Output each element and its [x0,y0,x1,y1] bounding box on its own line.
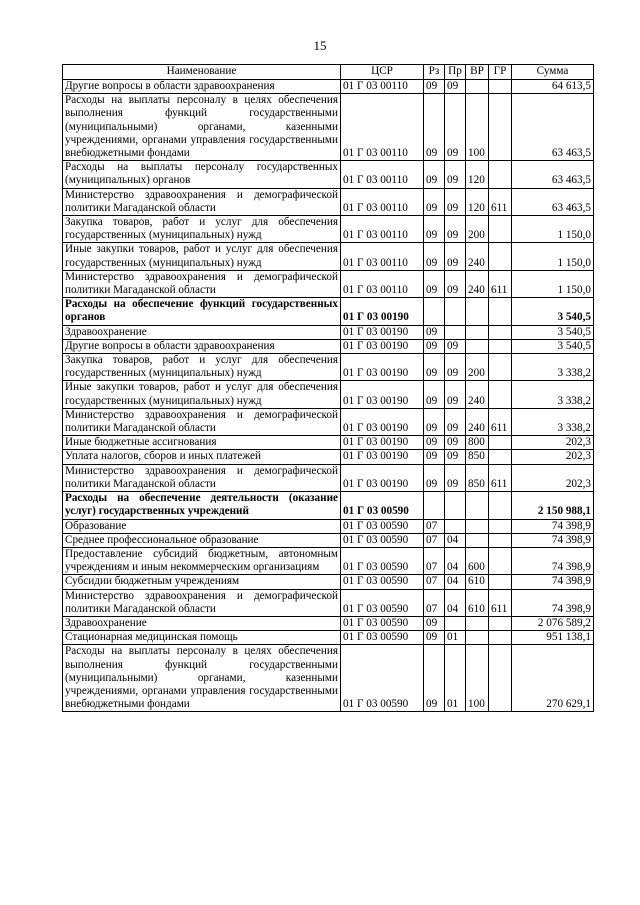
cell-rz: 09 [424,188,445,215]
cell-gr [489,450,512,464]
cell-vr [466,533,489,547]
cell-gr: 611 [489,589,512,616]
cell-pr: 01 [445,631,466,645]
table-row [63,533,594,547]
cell-gr [489,381,512,408]
cell-csr: 01 Г 03 00190 [341,436,424,450]
cell-sum: 202,3 [512,450,594,464]
cell-pr: 04 [445,533,466,547]
cell-rz: 09 [424,436,445,450]
table-row [63,436,594,450]
cell-sum: 74 398,9 [512,533,594,547]
cell-csr: 01 Г 03 00110 [341,94,424,161]
cell-vr: 850 [466,464,489,491]
cell-vr: 100 [466,94,489,161]
cell-rz: 09 [424,450,445,464]
cell-vr: 200 [466,216,489,243]
cell-sum: 3 540,5 [512,339,594,353]
cell-gr [489,547,512,574]
table-row [63,616,594,630]
header-rz: Рз [424,65,445,80]
cell-vr: 240 [466,408,489,435]
header-vr: ВР [466,65,489,80]
cell-rz: 07 [424,547,445,574]
cell-sum: 202,3 [512,464,594,491]
cell-name: Министерство здравоохранения и демографической политики Магаданской области [63,464,341,491]
cell-sum: 63 463,5 [512,188,594,215]
cell-rz: 09 [424,645,445,712]
cell-name: Другие вопросы в области здравоохранения [63,339,341,353]
cell-sum: 1 150,0 [512,216,594,243]
cell-csr: 01 Г 03 00110 [341,161,424,188]
cell-csr: 01 Г 03 00110 [341,188,424,215]
cell-rz: 09 [424,161,445,188]
table-row [63,270,594,297]
cell-vr [466,325,489,339]
cell-rz: 09 [424,381,445,408]
table-body [63,80,594,712]
cell-gr: 611 [489,188,512,215]
cell-csr: 01 Г 03 00110 [341,80,424,94]
cell-gr [489,354,512,381]
cell-gr [489,161,512,188]
cell-csr: 01 Г 03 00590 [341,589,424,616]
cell-name: Здравоохранение [63,325,341,339]
cell-pr [445,325,466,339]
cell-vr [466,339,489,353]
table-row [63,381,594,408]
cell-vr: 120 [466,188,489,215]
cell-sum: 1 150,0 [512,243,594,270]
table-row [63,575,594,589]
cell-sum: 1 150,0 [512,270,594,297]
cell-name: Уплата налогов, сборов и иных платежей [63,450,341,464]
cell-vr: 240 [466,381,489,408]
cell-name: Предоставление субсидий бюджетным, автономным учреждениям и иным некоммерческим организациям [63,547,341,574]
cell-vr: 610 [466,575,489,589]
table-row [63,519,594,533]
table-row [63,188,594,215]
cell-pr: 04 [445,589,466,616]
cell-rz: 09 [424,354,445,381]
cell-csr: 01 Г 03 00190 [341,464,424,491]
cell-sum: 74 398,9 [512,547,594,574]
cell-name: Субсидии бюджетным учреждениям [63,575,341,589]
cell-vr [466,298,489,325]
cell-sum: 3 540,5 [512,325,594,339]
table-row [63,80,594,94]
cell-csr: 01 Г 03 00590 [341,616,424,630]
cell-csr: 01 Г 03 00110 [341,243,424,270]
cell-sum: 3 338,2 [512,354,594,381]
cell-rz [424,298,445,325]
table-row [63,645,594,712]
cell-name: Закупка товаров, работ и услуг для обеспечения государственных (муниципальных) нужд [63,216,341,243]
cell-rz: 09 [424,94,445,161]
cell-sum: 202,3 [512,436,594,450]
cell-pr: 09 [445,354,466,381]
cell-sum: 74 398,9 [512,589,594,616]
cell-rz: 09 [424,325,445,339]
cell-sum: 270 629,1 [512,645,594,712]
cell-pr: 09 [445,188,466,215]
cell-pr [445,492,466,519]
cell-csr: 01 Г 03 00590 [341,575,424,589]
table-row [63,589,594,616]
table-row [63,161,594,188]
cell-sum: 2 076 589,2 [512,616,594,630]
cell-sum: 3 338,2 [512,381,594,408]
cell-pr: 01 [445,645,466,712]
cell-name: Иные закупки товаров, работ и услуг для обеспечения государственных (муниципальных) нужд [63,243,341,270]
cell-name: Иные бюджетные ассигнования [63,436,341,450]
cell-rz: 07 [424,575,445,589]
cell-gr [489,325,512,339]
cell-rz: 09 [424,616,445,630]
cell-sum: 951 138,1 [512,631,594,645]
cell-csr: 01 Г 03 00590 [341,631,424,645]
cell-gr: 611 [489,464,512,491]
cell-pr: 09 [445,270,466,297]
cell-sum: 64 613,5 [512,80,594,94]
cell-name: Министерство здравоохранения и демографической политики Магаданской области [63,270,341,297]
header-gr: ГР [489,65,512,80]
cell-vr: 600 [466,547,489,574]
cell-pr: 09 [445,339,466,353]
cell-gr [489,216,512,243]
cell-rz: 09 [424,631,445,645]
cell-name: Министерство здравоохранения и демографической политики Магаданской области [63,188,341,215]
cell-csr: 01 Г 03 00590 [341,492,424,519]
table-row [63,325,594,339]
cell-rz: 09 [424,270,445,297]
cell-vr: 100 [466,645,489,712]
cell-rz: 09 [424,243,445,270]
cell-sum: 63 463,5 [512,94,594,161]
cell-pr: 09 [445,94,466,161]
cell-name: Министерство здравоохранения и демографической политики Магаданской области [63,589,341,616]
cell-rz: 09 [424,339,445,353]
cell-name: Расходы на обеспечение деятельности (оказание услуг) государственных учреждений [63,492,341,519]
cell-gr [489,436,512,450]
cell-gr [489,339,512,353]
cell-sum: 74 398,9 [512,575,594,589]
cell-csr: 01 Г 03 00110 [341,216,424,243]
table-row [63,243,594,270]
cell-vr: 240 [466,270,489,297]
table-row [63,492,594,519]
table-header [63,65,594,80]
cell-name: Расходы на выплаты персоналу в целях обеспечения выполнения функций государственными (муниципальными) органами, казенными учреждениями, органами управления государственными внебюджетными фондами [63,645,341,712]
cell-name: Другие вопросы в области здравоохранения [63,80,341,94]
cell-gr: 611 [489,408,512,435]
cell-csr: 01 Г 03 00590 [341,533,424,547]
cell-csr: 01 Г 03 00190 [341,354,424,381]
cell-gr [489,492,512,519]
header-sum: Сумма [512,65,594,80]
cell-name: Расходы на выплаты персоналу в целях обеспечения выполнения функций государственными (муниципальными) органами, казенными учреждениями, органами управления государственными внебюджетными фондами [63,94,341,161]
cell-rz: 09 [424,80,445,94]
cell-rz: 07 [424,519,445,533]
cell-vr: 850 [466,450,489,464]
cell-csr: 01 Г 03 00110 [341,270,424,297]
cell-vr [466,492,489,519]
cell-sum: 3 338,2 [512,408,594,435]
header-pr: Пр [445,65,466,80]
cell-vr [466,80,489,94]
cell-name: Здравоохранение [63,616,341,630]
cell-csr: 01 Г 03 00190 [341,408,424,435]
cell-vr [466,631,489,645]
cell-sum: 74 398,9 [512,519,594,533]
table-row [63,547,594,574]
cell-name: Иные закупки товаров, работ и услуг для обеспечения государственных (муниципальных) нужд [63,381,341,408]
cell-vr [466,519,489,533]
table-row [63,354,594,381]
cell-sum: 63 463,5 [512,161,594,188]
cell-csr: 01 Г 03 00190 [341,325,424,339]
cell-vr: 200 [466,354,489,381]
cell-gr: 611 [489,270,512,297]
cell-gr [489,533,512,547]
cell-rz [424,492,445,519]
cell-csr: 01 Г 03 00590 [341,519,424,533]
cell-pr: 09 [445,408,466,435]
table-row [63,298,594,325]
cell-csr: 01 Г 03 00190 [341,450,424,464]
cell-gr [489,616,512,630]
cell-rz: 07 [424,533,445,547]
cell-pr: 09 [445,243,466,270]
table-row [63,631,594,645]
cell-gr [489,631,512,645]
cell-name: Стационарная медицинская помощь [63,631,341,645]
table-row [63,216,594,243]
cell-gr [489,80,512,94]
cell-sum: 3 540,5 [512,298,594,325]
cell-vr: 800 [466,436,489,450]
table-row [63,339,594,353]
cell-vr [466,616,489,630]
cell-pr [445,519,466,533]
budget-table [62,64,594,712]
cell-pr: 09 [445,436,466,450]
cell-pr: 09 [445,450,466,464]
cell-csr: 01 Г 03 00190 [341,381,424,408]
cell-name: Образование [63,519,341,533]
cell-name: Среднее профессиональное образование [63,533,341,547]
cell-name: Расходы на выплаты персоналу государственных (муниципальных) органов [63,161,341,188]
cell-pr: 09 [445,464,466,491]
cell-csr: 01 Г 03 00590 [341,547,424,574]
cell-pr: 09 [445,80,466,94]
cell-pr [445,298,466,325]
page-number: 15 [313,38,327,53]
cell-rz: 09 [424,408,445,435]
cell-csr: 01 Г 03 00190 [341,298,424,325]
cell-gr [489,298,512,325]
table-row [63,408,594,435]
cell-csr: 01 Г 03 00190 [341,339,424,353]
cell-gr [489,645,512,712]
table-row [63,450,594,464]
cell-gr [489,519,512,533]
cell-pr: 09 [445,216,466,243]
cell-vr: 610 [466,589,489,616]
cell-csr: 01 Г 03 00590 [341,645,424,712]
cell-rz: 09 [424,216,445,243]
cell-gr [489,243,512,270]
cell-pr [445,616,466,630]
cell-name: Закупка товаров, работ и услуг для обеспечения государственных (муниципальных) нужд [63,354,341,381]
table-row [63,94,594,161]
cell-pr: 09 [445,381,466,408]
header-name: Наименование [63,65,341,80]
cell-gr [489,94,512,161]
header-csr: ЦСР [341,65,424,80]
cell-rz: 07 [424,589,445,616]
cell-gr [489,575,512,589]
cell-vr: 240 [466,243,489,270]
table-row [63,464,594,491]
cell-vr: 120 [466,161,489,188]
cell-name: Министерство здравоохранения и демографической политики Магаданской области [63,408,341,435]
cell-sum: 2 150 988,1 [512,492,594,519]
cell-pr: 04 [445,575,466,589]
cell-pr: 09 [445,161,466,188]
cell-pr: 04 [445,547,466,574]
cell-name: Расходы на обеспечение функций государственных органов [63,298,341,325]
cell-rz: 09 [424,464,445,491]
